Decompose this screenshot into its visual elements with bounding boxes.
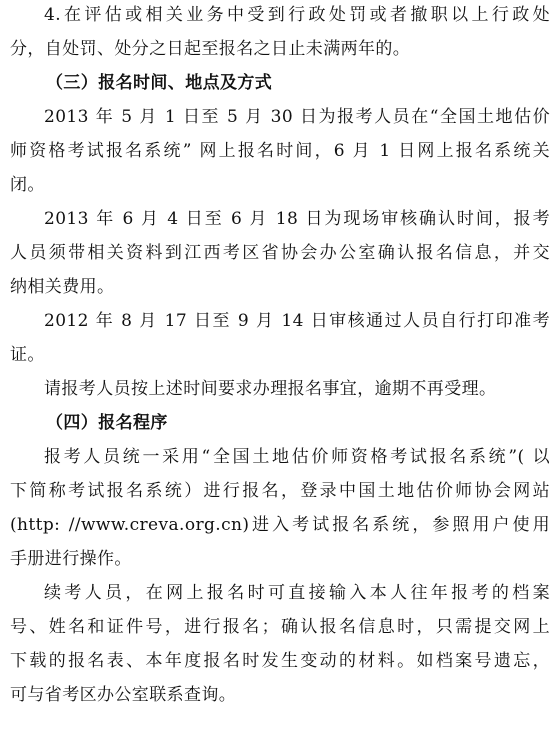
paragraph-line: 下简称考试报名系统）进行报名，登录中国土地估价师协会网站 xyxy=(10,481,550,501)
paragraph-line: 报考人员统一采用“全国土地估价师资格考试报名系统”( 以 xyxy=(44,447,550,467)
paragraph-line: 人员须带相关资料到江西考区省协会办公室确认报名信息，并交 xyxy=(10,243,550,263)
paragraph-line: 纳相关费用。 xyxy=(10,277,115,297)
paragraph-line: 证。 xyxy=(10,345,45,365)
paragraph-line: 请报考人员按上述时间要求办理报名事宜，逾期不再受理。 xyxy=(44,379,497,399)
section-heading: （四）报名程序 xyxy=(46,413,168,433)
paragraph-line: 分，自处罚、处分之日起至报名之日止未满两年的。 xyxy=(10,39,411,59)
paragraph-line: 2012 年 8 月 17 日至 9 月 14 日审核通过人员自行打印准考 xyxy=(44,311,550,331)
paragraph-line: 师资格考试报名系统” 网上报名时间，6 月 1 日网上报名系统关 xyxy=(10,141,550,161)
paragraph-line: 号、姓名和证件号，进行报名；确认报名信息时，只需提交网上 xyxy=(10,617,550,637)
paragraph-line: 手册进行操作。 xyxy=(10,549,132,569)
paragraph-line: 可与省考区办公室联系查询。 xyxy=(10,685,237,705)
paragraph-line: 4.在评估或相关业务中受到行政处罚或者撤职以上行政处 xyxy=(44,5,550,25)
paragraph-line: 2013 年 5 月 1 日至 5 月 30 日为报考人员在“全国土地估价 xyxy=(44,107,550,127)
paragraph-line: 闭。 xyxy=(10,175,45,195)
section-heading: （三）报名时间、地点及方式 xyxy=(46,73,273,93)
paragraph-line: 2013 年 6 月 4 日至 6 月 18 日为现场审核确认时间，报考 xyxy=(44,209,550,229)
paragraph-line: 下载的报名表、本年度报名时发生变动的材料。如档案号遗忘， xyxy=(10,651,550,671)
paragraph-line: 续考人员，在网上报名时可直接输入本人往年报考的档案 xyxy=(44,583,550,603)
paragraph-line: (http: //www.creva.org.cn)进入考试报名系统，参照用户使用 xyxy=(10,515,550,535)
